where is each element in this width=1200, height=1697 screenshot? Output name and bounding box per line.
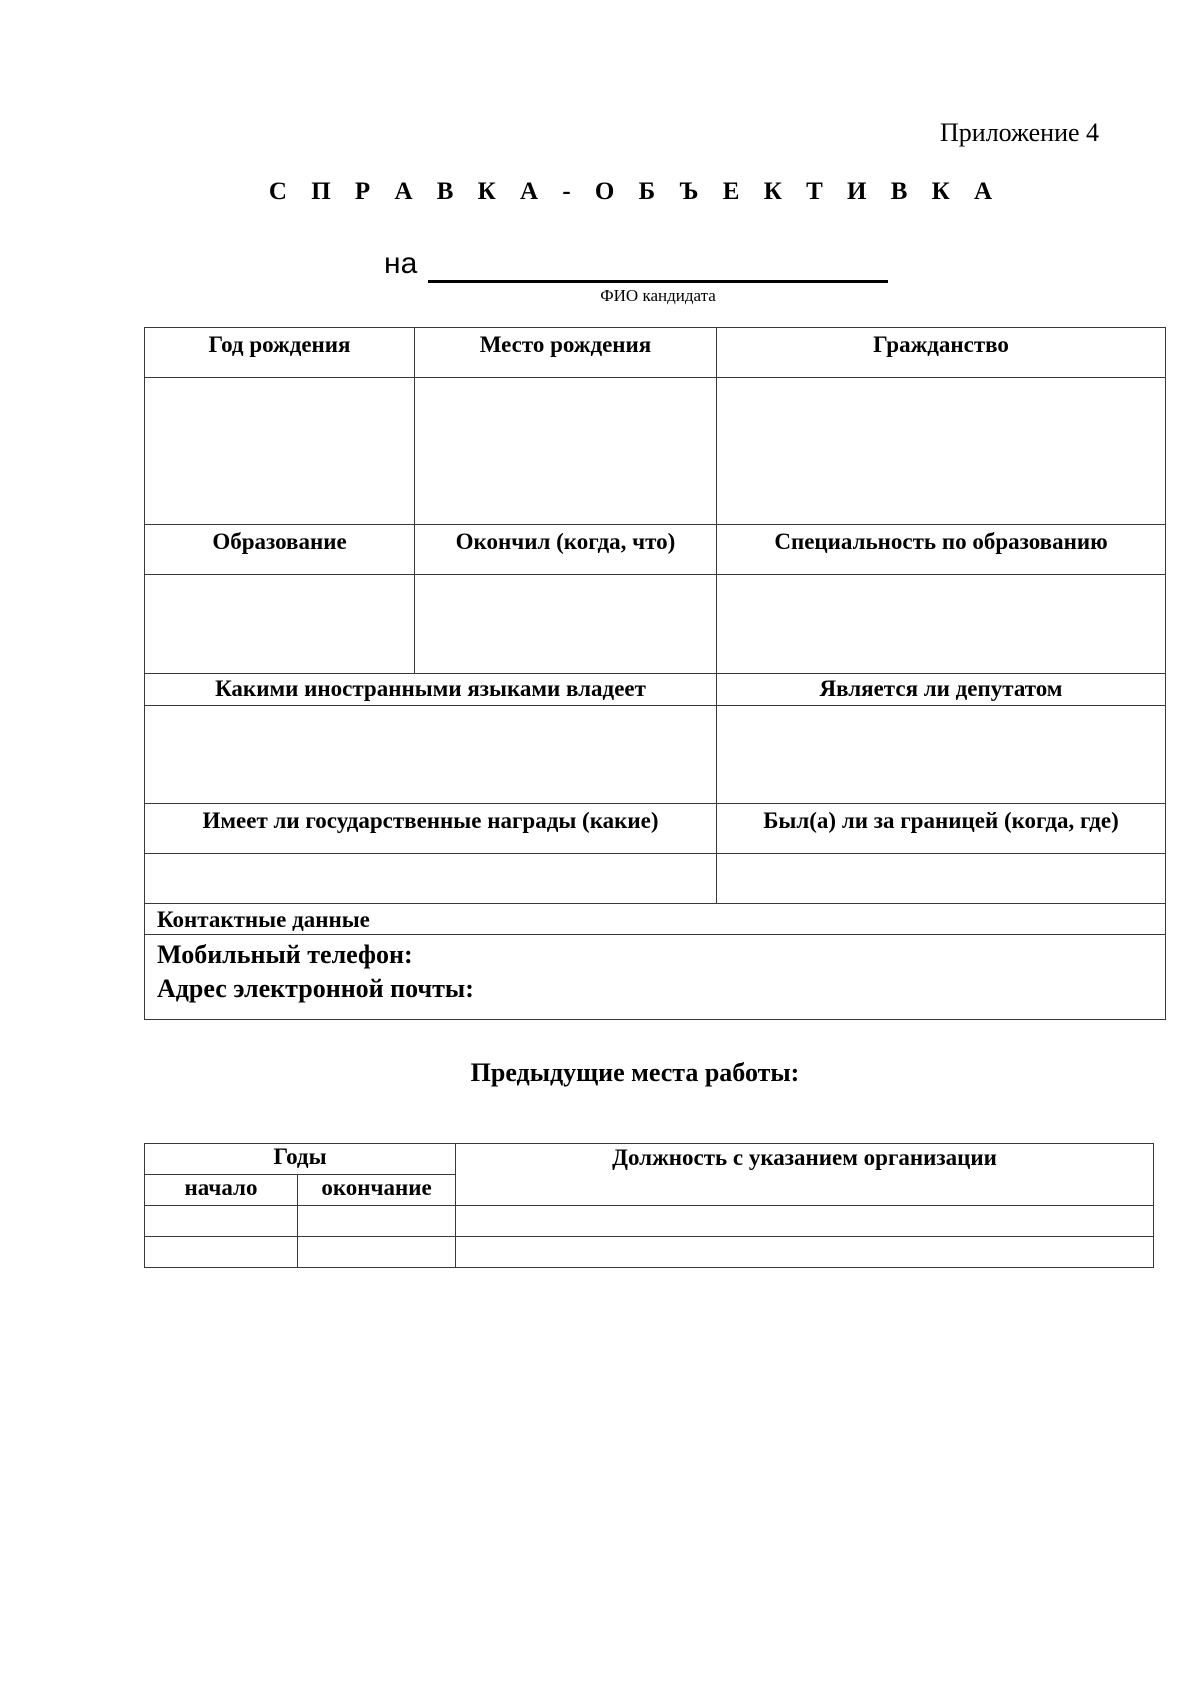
awards-cell[interactable]	[145, 854, 717, 904]
citizenship-header: Гражданство	[717, 328, 1166, 378]
start-year-cell[interactable]	[145, 1237, 298, 1268]
birth-year-cell[interactable]	[145, 378, 415, 525]
email-label: Адрес электронной почты:	[157, 974, 474, 1003]
work-history-table	[144, 1143, 1154, 1268]
appendix-label: Приложение 4	[940, 118, 1100, 147]
fio-input-line[interactable]	[428, 280, 888, 283]
specialty-header: Специальность по образованию	[717, 525, 1166, 575]
mobile-phone-label: Мобильный телефон:	[157, 940, 413, 969]
deputy-cell[interactable]	[717, 706, 1166, 804]
education-header: Образование	[145, 525, 415, 575]
birth-year-header: Год рождения	[145, 328, 415, 378]
abroad-cell[interactable]	[717, 854, 1166, 904]
contacts-header: Контактные данные	[145, 904, 1166, 935]
birth-place-header: Место рождения	[415, 328, 717, 378]
table-row	[145, 1237, 1154, 1268]
graduated-header: Окончил (когда, что)	[415, 525, 717, 575]
candidate-info-table	[144, 327, 1166, 1020]
contacts-cell[interactable]	[145, 935, 1166, 1020]
abroad-header: Был(а) ли за границей (когда, где)	[717, 804, 1166, 854]
education-cell[interactable]	[145, 575, 415, 674]
citizenship-cell[interactable]	[717, 378, 1166, 525]
position-header: Должность с указанием организации	[456, 1144, 1154, 1206]
document-title: С П Р А В К А - О Б Ъ Е К Т И В К А	[268, 178, 1002, 205]
end-year-header: окончание	[298, 1175, 456, 1206]
start-year-header: начало	[145, 1175, 298, 1206]
position-cell[interactable]	[456, 1206, 1154, 1237]
years-header: Годы	[145, 1144, 456, 1175]
birth-place-cell[interactable]	[415, 378, 717, 525]
end-year-cell[interactable]	[298, 1206, 456, 1237]
position-cell[interactable]	[456, 1237, 1154, 1268]
specialty-cell[interactable]	[717, 575, 1166, 674]
languages-header: Какими иностранными языками владеет	[145, 674, 717, 706]
awards-header: Имеет ли государственные награды (какие)	[145, 804, 717, 854]
fio-caption: ФИО кандидата	[600, 286, 716, 305]
languages-cell[interactable]	[145, 706, 717, 804]
end-year-cell[interactable]	[298, 1237, 456, 1268]
start-year-cell[interactable]	[145, 1206, 298, 1237]
previous-jobs-heading: Предыдущие места работы:	[470, 1058, 800, 1087]
graduated-cell[interactable]	[415, 575, 717, 674]
deputy-header: Является ли депутатом	[717, 674, 1166, 706]
for-label: на	[384, 247, 418, 280]
table-row	[145, 1206, 1154, 1237]
